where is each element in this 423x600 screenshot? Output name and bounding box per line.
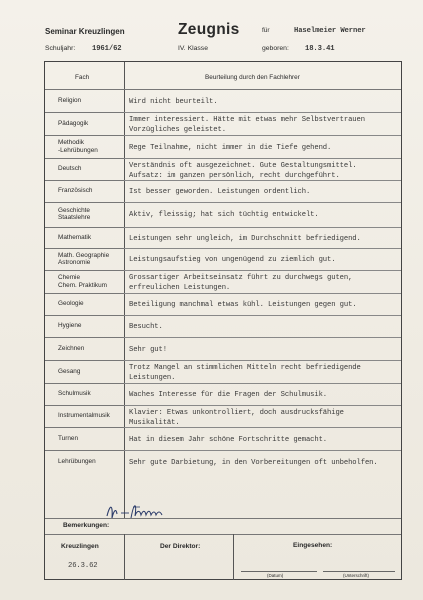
remarks-bottom-rule <box>45 534 401 535</box>
subject-label: Französisch <box>58 187 93 195</box>
assessment-text: Grossartiger Arbeitseinsatz führt zu durchwegs guten, erfreulichen Leistungen. <box>129 274 353 292</box>
assessment-text: Leistungsaufstieg von ungenügend zu ziemlich gut. <box>129 256 336 264</box>
column-header-beurteilung: Beurteilung durch den Fachlehrer <box>205 74 300 81</box>
assessment-text: Sehr gut! <box>129 345 167 354</box>
assessment-text: Beteiligung manchmal etwas kühl. Leistungen gegen gut. <box>129 301 357 309</box>
assessment-text: Wird nicht beurteilt. <box>129 97 218 106</box>
geboren-label: geboren: <box>262 45 289 52</box>
klasse-label: IV. Klasse <box>178 45 208 52</box>
signature-stroke-initial <box>107 507 117 518</box>
row-rule-right <box>124 450 401 451</box>
row-rule-left <box>45 315 124 316</box>
assessment-text: Trotz Mangel an stimmlichen Mitteln recht befriedigende Leistungen. <box>129 364 361 382</box>
schuljahr-value: 1961/62 <box>92 45 122 53</box>
subject-label: Geschichte Staatslehre <box>58 206 91 221</box>
assessment-text: Besucht. <box>129 323 163 331</box>
row-rule-right <box>124 158 401 159</box>
assessment-text: Waches Interesse für die Fragen der Schulmusik. <box>129 391 328 399</box>
bemerkungen-label: Bemerkungen: <box>63 522 110 529</box>
remarks-top-rule <box>45 518 401 519</box>
subject-label: Mathematik <box>58 233 92 241</box>
assessment-text: Klavier: Etwas unkontrolliert, doch ausdrucksfähige Musikalität. <box>129 409 344 427</box>
column-header-fach: Fach <box>75 74 90 81</box>
assessment-text: Rege Teilnahme, nicht immer in die Tiefe gehend. <box>129 143 332 152</box>
schuljahr-label: Schuljahr: <box>45 45 76 52</box>
subject-label: Instrumentalmusik <box>58 412 110 420</box>
row-rule-left <box>45 135 124 136</box>
row-rule-right <box>124 405 401 406</box>
row-rule-left <box>45 383 124 384</box>
unterschrift-line <box>323 571 395 572</box>
row-rule-left <box>45 180 124 181</box>
assessment-text: Verständnis oft ausgezeichnet. Gute Gestaltungsmittel. Aufsatz: im ganzen persönlich, recht durchgeführt. <box>129 162 357 180</box>
assessment-text: Immer interessiert. Hätte mit etwas mehr Selbstvertrauen Vorzügliches geleistet. <box>129 116 365 134</box>
subject-label: Methodik -Lehrübungen <box>58 139 98 154</box>
row-rule-left <box>45 337 124 338</box>
row-rule-right <box>124 427 401 428</box>
geboren-value: 18.3.41 <box>305 45 335 53</box>
datum-caption: (Datum) <box>267 573 284 578</box>
assessment-text: Sehr gute Darbietung, in den Vorbereitungen oft unbeholfen. <box>129 459 378 467</box>
row-rule-right <box>124 227 401 228</box>
assessment-text: Hat in diesem Jahr schöne Fortschritte gemacht. <box>129 435 328 444</box>
assessment-text: Aktiv, fleissig; hat sich tüchtig entwickelt. <box>129 211 319 219</box>
unterschrift-caption: (Unterschrift) <box>343 573 370 578</box>
datum-line <box>241 571 317 572</box>
row-rule-left <box>45 360 124 361</box>
row-rule-left <box>45 270 124 271</box>
issue-date: 26.3.62 <box>68 562 98 570</box>
subject-label: Chemie Chem. Praktikum <box>58 274 108 289</box>
fuer-label: für <box>262 27 270 34</box>
row-rule-right <box>124 248 401 249</box>
row-rule-right <box>124 360 401 361</box>
subject-label: Schulmusik <box>58 390 91 398</box>
row-rule-left <box>45 227 124 228</box>
subject-label: Turnen <box>58 434 79 442</box>
row-rule-left <box>45 293 124 294</box>
school-name: Seminar Kreuzlingen <box>45 27 125 36</box>
row-rule-right <box>124 337 401 338</box>
subject-label: Religion <box>58 96 82 104</box>
eingesehen-label: Eingesehen: <box>293 542 333 549</box>
row-rule-right <box>124 135 401 136</box>
row-rule-right <box>124 383 401 384</box>
subject-label: Lehrübungen <box>58 458 96 466</box>
subject-label: Zeichnen <box>58 344 85 352</box>
footer-divider-left <box>124 534 125 580</box>
footer-divider-right <box>233 534 234 580</box>
director-signature <box>104 496 174 526</box>
assessment-text: Ist besser geworden. Leistungen ordentlich. <box>129 188 311 196</box>
row-rule-right <box>124 112 401 113</box>
grades-table <box>44 61 402 580</box>
row-rule-left <box>45 202 124 203</box>
document-title: Zeugnis <box>178 21 240 38</box>
row-rule-left <box>45 405 124 406</box>
row-rule-left <box>45 158 124 159</box>
subject-label: Pädagogik <box>58 119 89 127</box>
row-rule-right <box>124 202 401 203</box>
direktor-label: Der Direktor: <box>160 543 201 550</box>
student-name: Haselmeier Werner <box>294 27 366 35</box>
subject-label: Deutsch <box>58 165 82 173</box>
row-rule-right <box>124 315 401 316</box>
subject-label: Hygiene <box>58 322 82 330</box>
subject-label: Gesang <box>58 367 81 375</box>
row-rule-right <box>124 180 401 181</box>
row-rule-left <box>45 427 124 428</box>
row-rule-left <box>45 248 124 249</box>
assessment-text: Leistungen sehr ungleich, im Durchschnitt befriedigend. <box>129 234 361 243</box>
row-rule-right <box>124 270 401 271</box>
place-label: Kreuzlingen <box>61 543 99 550</box>
signature-stroke-name <box>131 506 162 518</box>
row-rule-left <box>45 450 124 451</box>
subject-label: Geologie <box>58 300 84 308</box>
row-rule-left <box>45 112 124 113</box>
subject-label: Math. Geographie Astronomie <box>58 251 110 266</box>
row-rule-right <box>124 293 401 294</box>
header-rule <box>45 89 401 90</box>
